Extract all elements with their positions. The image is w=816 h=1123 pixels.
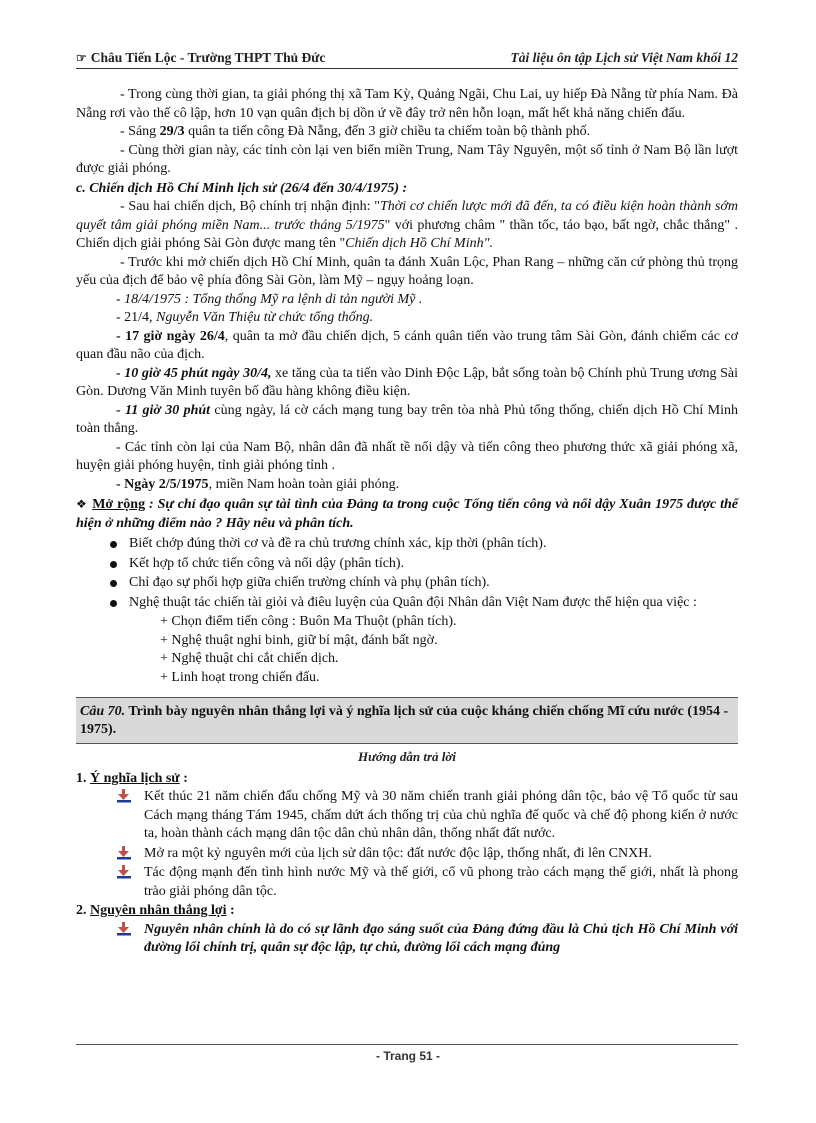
list-item: Chỉ đạo sự phối hợp giữa chiến trường chính và phụ (phân tích). (110, 574, 738, 593)
pointing-hand-icon: ☞ (76, 51, 87, 65)
answer-guide-title: Hướng dẫn trả lời (358, 749, 456, 764)
paragraph: - Trước khi mở chiến dịch Hồ Chí Minh, quân ta đánh Xuân Lộc, Phan Rang – những căn cứ phòng thủ trọng yếu của địch để bảo vệ phía đông Sài Gòn, làm Mỹ – ngụy hoảng loạn. (76, 254, 738, 288)
paragraph: - 11 giờ 30 phút cùng ngày, lá cờ cách mạng tung bay trên tòa nhà Phủ tổng thống, chiến dịch Hồ Chí Minh toàn thắng. (76, 402, 738, 436)
paragraph: - Sau hai chiến dịch, Bộ chính trị nhận định: "Thời cơ chiến lược mới đã đến, ta có điều kiện hoàn thành sớm quyết tâm giải phóng miền Nam... trước tháng 5/1975" với phương châm " thần tốc, táo bạo, bất ngờ, chắc thắng" . Chiến dịch giải phóng Sài Gòn được mang tên "Chiến dịch Hồ Chí Minh". (76, 199, 738, 251)
paragraph: - 10 giờ 45 phút ngày 30/4, xe tăng của ta tiến vào Dinh Độc Lập, bắt sống toàn bộ Chính phủ Trung ương Sài Gòn. Dương Văn Minh tuyên bố đầu hàng không điều kiện. (76, 365, 738, 399)
sub-list (76, 613, 738, 687)
section-2-heading: 2. Nguyên nhân thắng lợi : (76, 903, 235, 918)
list-item: Nghệ thuật tác chiến tài giỏi và điêu luyện của Quân đội Nhân dân Việt Nam được thể hiện qua việc : (110, 594, 738, 613)
paragraph: - 21/4, Nguyễn Văn Thiệu từ chức tổng thống. (116, 310, 374, 325)
diamond-bullet-icon: ❖ (76, 497, 88, 511)
list-item: Kết hợp tổ chức tiến công và nổi dậy (phân tích). (110, 555, 738, 574)
list-item: Nguyên nhân chính là do có sự lãnh đạo sáng suốt của Đảng đứng đầu là Chủ tịch Hồ Chí Minh với đường lối chính trị, quân sự độc lập, tự chủ, đường lối cách mạng đúng (76, 921, 738, 958)
extension-question: ❖ Mở rộng : Sự chỉ đạo quân sự tài tình của Đảng ta trong cuộc Tổng tiến công và nổi dậy Xuân 1975 được thể hiện ở những điểm nào ? Hãy nêu và phân tích. (76, 497, 738, 531)
paragraph: - Trong cùng thời gian, ta giải phóng thị xã Tam Kỳ, Quảng Ngãi, Chu Lai, uy hiếp Đà Nẵng từ phía Nam. Đà Nẵng rơi vào thế cô lập, hơn 10 vạn quân địch bị dồn ứ về đây trở nên hỗn loạn, mất hết khả năng chiến đấu. (76, 87, 738, 121)
bullet-dot-icon (110, 541, 117, 548)
paragraph: - Ngày 2/5/1975, miền Nam hoàn toàn giải phóng. (116, 476, 400, 492)
header-divider (76, 68, 738, 69)
bullet-dot-icon (110, 580, 117, 587)
paragraph: - Cùng thời gian này, các tỉnh còn lại ven biển miền Trung, Nam Tây Nguyên, một số tỉnh ở Nam Bộ lần lượt được giải phóng. (76, 142, 738, 176)
list-item: Tác động mạnh đến tình hình nước Mỹ và thế giới, cổ vũ phong trào cách mạng thế giới, nhất là phong trào giải phóng dân tộc. (76, 864, 738, 901)
list-item: Mở ra một kỷ nguyên mới của lịch sử dân tộc: đất nước độc lập, thống nhất, đi lên CNXH. (76, 845, 738, 864)
arrow-bullet-icon (116, 846, 132, 860)
header-left: ☞ Châu Tiến Lộc - Trường THPT Thủ Đức (76, 50, 326, 65)
arrow-bullet-icon (116, 789, 132, 803)
arrow-bullet-icon (116, 922, 132, 936)
cause-list (76, 921, 738, 958)
sub-list-item: + Linh hoạt trong chiến đấu. (160, 669, 320, 685)
bullet-list (76, 535, 738, 612)
paragraph: - Các tỉnh còn lại của Nam Bộ, nhân dân đã nhất tề nổi dậy và tiến công theo phương thức xã giải phóng xã, huyện giải phóng huyện, tỉnh giải phóng tỉnh . (76, 439, 738, 473)
section-1-heading: 1. Ý nghĩa lịch sử : (76, 770, 188, 786)
sub-list-item: + Chọn điểm tiến công : Buôn Ma Thuột (phân tích). (160, 614, 457, 629)
arrow-bullet-icon (116, 865, 132, 879)
bullet-dot-icon (110, 561, 117, 568)
header-right: Tài liệu ôn tập Lịch sử Việt Nam khối 12 (510, 50, 738, 65)
meaning-list (76, 788, 738, 901)
sub-list-item: + Nghệ thuật nghi binh, giữ bí mật, đánh bất ngờ. (160, 632, 438, 648)
page-header (76, 50, 738, 68)
paragraph: - 17 giờ ngày 26/4, quân ta mở đầu chiến dịch, 5 cánh quân tiến vào trung tâm Sài Gòn, đánh chiếm các cơ quan đầu não của địch. (76, 328, 738, 362)
footer-divider (76, 1044, 738, 1045)
list-item: Kết thúc 21 năm chiến đấu chống Mỹ và 30 năm chiến tranh giải phóng dân tộc, bảo vệ Tổ quốc từ sau Cách mạng tháng Tám 1945, chấm dứt ách thống trị của chủ nghĩa đế quốc và chế độ phong kiến ở nước ta, hoàn thành cách mạng dân tộc dân chủ nhân dân, thống nhất đất nước. (76, 788, 738, 844)
paragraph: - 18/4/1975 : Tổng thống Mỹ ra lệnh di tản người Mỹ . (116, 291, 423, 307)
paragraph: - Sáng 29/3 quân ta tiến công Đà Nẵng, đến 3 giờ chiều ta chiếm toàn bộ thành phố. (120, 124, 591, 139)
page-number: - Trang 51 - (375, 1049, 440, 1063)
sub-list-item: + Nghệ thuật chi cắt chiến dịch. (160, 651, 339, 666)
bullet-dot-icon (110, 600, 117, 607)
document-body (76, 86, 738, 959)
list-item: Biết chớp đúng thời cơ và đề ra chủ trương chính xác, kịp thời (phân tích). (110, 535, 738, 554)
section-heading: c. Chiến dịch Hồ Chí Minh lịch sử (26/4 đến 30/4/1975) : (76, 180, 408, 196)
question-box: Câu 70. Trình bày nguyên nhân thắng lợi và ý nghĩa lịch sử của cuộc kháng chiến chống Mĩ cứu nước (1954 - 1975). (76, 697, 738, 744)
